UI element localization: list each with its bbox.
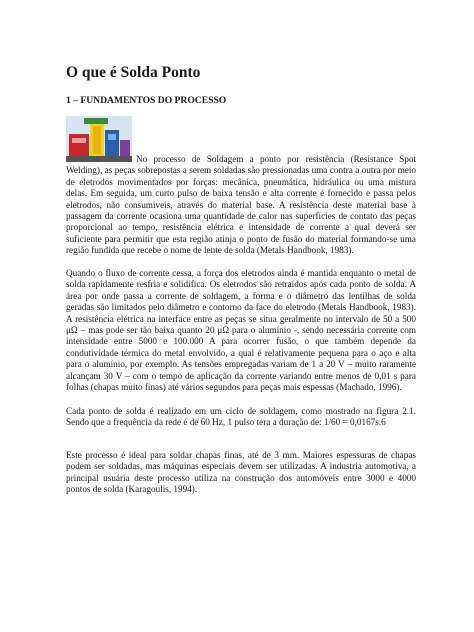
paragraph-4: Este processo é ideal para soldar chapas finas, até de 3 mm. Maiores espessuras de chapas podem ser soldadas, mas máquinas especiais devem ser utilizadas. A industria automotiva, a principal usuária deste processo utiliza na construção dos automóveis entre 3000 e 4000 pontos de solda (Karagoulis, 1994). [66,450,416,495]
paragraph-3: Cada ponto de solda é realizado em um ciclo de soldagem, como mostrado na figura 2.1. Sendo que a frequência da rede é de 60 Hz, 1 pulso tera a duração de: 1/60 = 0,0167s.6 [66,406,416,428]
section-heading: 1 – FUNDAMENTOS DO PROCESSO [66,95,227,106]
page-title: O que é Solda Ponto [66,64,201,81]
paragraph-2: Quando o fluxo de corrente cessa, a força dos eletrodos ainda é mantida enquanto o metal de solda rapidamente resfria e solidifica. Os eletrodos são retraídos após cada ponto de solda. A área por onde passa a corrente de soldagem, a forma e o diâmetro das lentilhas de solda geradas são limitados pelo diâmetro e contorno da face do eletrodo (Metals Handbook, 1983). A resistência elétrica na interface entre as peças se situa geralmente no intervalo de 50 a 500 μΩ – mas pode ser tão baixa quanto 20 μΩ para o alumínio -, sendo necessária corrente com intensidade entre 5000 e 100.000 A para ocorrer fusão, o que também depende da condutividade térmica do metal envolvido, a qual é relativamente pequena para o aço e alta para o alumínio, por exemplo. As tensões empregadas variam de 1 a 20 V – muito raramente alcançam 30 V – com o tempo de aplicação da corrente variando entre menos de 0,01 s para folhas (chapas muito finas) até vários segundos para peças mais espessas (Machado, 1996). [66,268,416,393]
paragraph-1: No processo de Soldagem a ponto por resistência (Resistance Spot Welding), as peças sobrepostas a serem soldadas são pressionadas uma contra a outra por meio de eletrodos movimentados por forças: mecânica, pneumática, hidráulica ou uma mistura delas. Em seguida, um curto pulso de baixa tensão e alta corrente é fornecido e passa pelos eletrodos, não consumíveis, através do material base. A resistência deste material base à passagem da corrente ocasiona uma quantidade de calor nas superfícies de contato das peças proporcional ao tempo, resistência elétrica e intensidade de corrente a qual deverá ser suficiente para permitir que esta região atinja o ponto de fusão do material formando-se uma região fundida que recebe o nome de lente de solda (Metals Handbook, 1983). [66,154,416,256]
